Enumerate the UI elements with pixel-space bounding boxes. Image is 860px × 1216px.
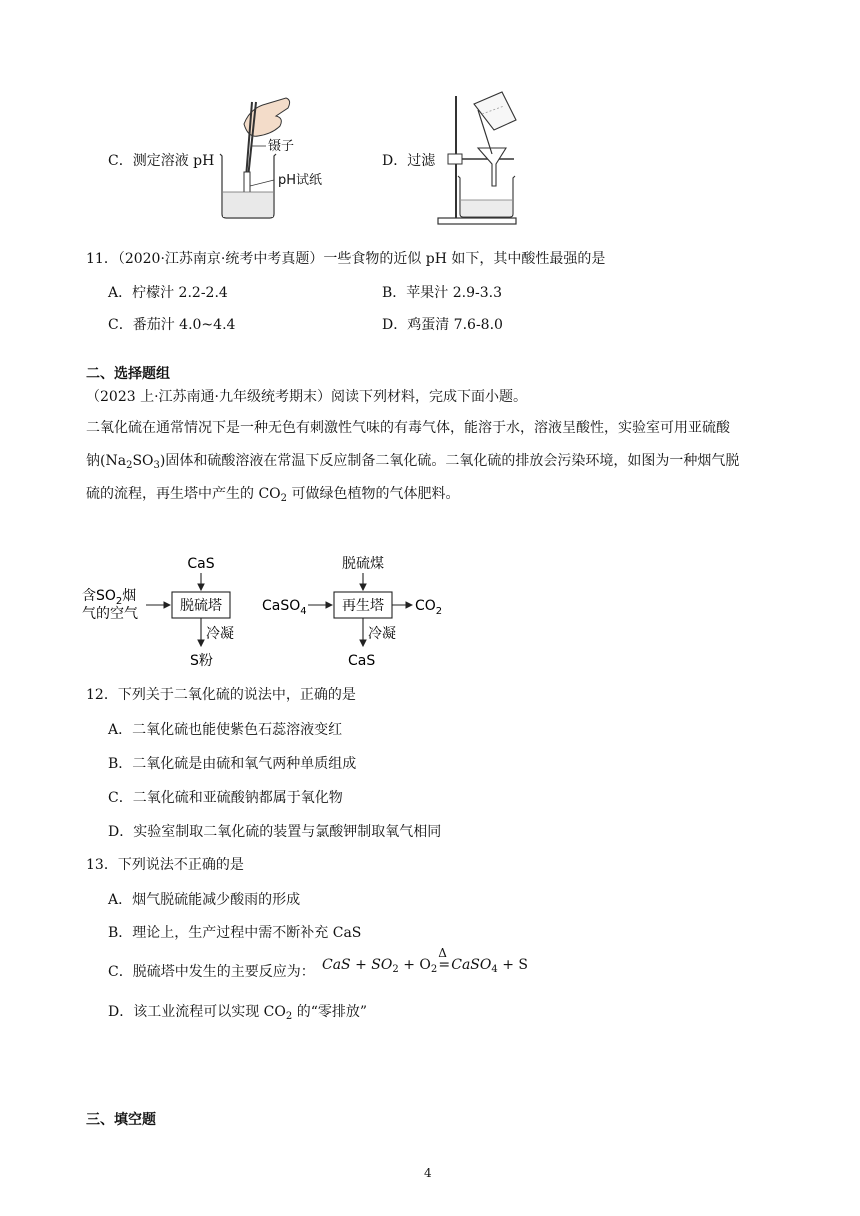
question-12-stem: 12．下列关于二氧化硫的说法中，正确的是 <box>86 687 356 703</box>
q11-option-a: A．柠檬汁 2.2-2.4 <box>108 285 228 301</box>
option-text: C．脱硫塔中发生的主要反应为： <box>108 964 315 980</box>
option-text: 测定溶液 pH <box>132 153 215 169</box>
ph-test-illustration <box>214 94 334 224</box>
question-11-stem <box>86 249 605 269</box>
text-fragment: 的“零排放” <box>292 1004 368 1020</box>
material-line-2 <box>86 451 739 471</box>
section-3-title: 三、填空题 <box>86 1112 156 1128</box>
question-number: 11． <box>86 251 118 267</box>
tweezers-label: 镊子 <box>268 139 295 154</box>
text-fragment: SO <box>132 453 154 469</box>
material-line-1: 二氧化硫在通常情况下是一种无色有刺激性气味的有毒气体，能溶于水，溶液呈酸性，实验室可用亚硫酸 <box>86 420 730 436</box>
desulfurization-tower-label: 脱硫塔 <box>180 598 222 614</box>
flow-input-line-1: 含$SO_2$烟 <box>82 588 137 607</box>
text-fragment: )固体和硫酸溶液在常温下反应制备二氧化硫。二氧化硫的排放会污染环境，如图为一种烟气脱 <box>159 453 740 469</box>
q11-option-c: C．番茄汁 4.0~4.4 <box>108 317 236 333</box>
subscript: 2 <box>126 460 133 471</box>
q13-option-a: A．烟气脱硫能减少酸雨的形成 <box>108 892 301 908</box>
q12-option-d: D．实验室制取二氧化硫的装置与氯酸钾制取氧气相同 <box>108 824 442 840</box>
flow-coal: 脱硫煤 <box>342 556 384 572</box>
delta-symbol: Δ <box>438 946 447 960</box>
text-fragment: 硫的流程，再生塔中产生的 CO <box>86 486 281 502</box>
equals-sign: = <box>438 957 451 973</box>
subscript: 2 <box>280 493 288 504</box>
material-line-3 <box>86 484 459 504</box>
formula-s: + S <box>497 957 528 973</box>
option-letter: D． <box>382 153 408 169</box>
subscript: 3 <box>153 460 160 471</box>
q10-option-c <box>108 151 214 171</box>
q12-option-a: A．二氧化硫也能使紫色石蕊溶液变红 <box>108 722 343 738</box>
page-number: 4 <box>424 1166 432 1180</box>
ph-paper-label: pH试纸 <box>278 173 323 188</box>
text-fragment: D．该工业流程可以实现 CO <box>108 1004 286 1020</box>
q13-option-d <box>108 1002 367 1022</box>
question-13-stem: 13．下列说法不正确的是 <box>86 857 244 873</box>
regeneration-tower-label: 再生塔 <box>342 598 384 614</box>
reaction-equation <box>322 946 528 975</box>
subscript: 4 <box>491 964 498 975</box>
flow-sulfur-powder: S粉 <box>190 653 213 669</box>
question-text: 一些食物的近似 pH 如下，其中酸性最强的是 <box>323 251 606 267</box>
plus-sign: + <box>350 957 372 973</box>
heating-equals <box>437 946 451 975</box>
q13-option-c <box>108 962 315 982</box>
q12-option-b: B．二氧化硫是由硫和氧气两种单质组成 <box>108 756 357 772</box>
q13-option-b: B．理论上，生产过程中需不断补充 CaS <box>108 925 362 941</box>
condense-label-2: 冷凝 <box>368 626 396 642</box>
q12-option-c: C．二氧化硫和亚硫酸钠都属于氧化物 <box>108 790 343 806</box>
flow-cas-bottom: CaS <box>348 653 376 669</box>
formula-cas: CaS <box>322 957 351 973</box>
text-fragment: 可做绿色植物的气体肥料。 <box>287 486 460 502</box>
text-fragment: 钠(Na <box>86 453 127 469</box>
condense-label-1: 冷凝 <box>206 626 234 642</box>
q11-option-d: D．鸡蛋清 7.6-8.0 <box>382 317 503 333</box>
option-text: 过滤 <box>407 153 436 169</box>
flow-input-line-2: 气的空气 <box>82 606 138 622</box>
formula-o2: + O <box>398 957 431 973</box>
formula-caso4: CaSO <box>451 957 492 973</box>
section-2-title: 二、选择题组 <box>86 366 170 382</box>
desulfurization-flow-diagram <box>78 548 458 674</box>
flow-co2: $CO_2$ <box>415 598 443 617</box>
question-source: （2020·江苏南京·统考中考真题） <box>117 251 324 267</box>
section-2-intro: （2023 上·江苏南通·九年级统考期末）阅读下列材料，完成下面小题。 <box>86 389 527 405</box>
subscript: 2 <box>430 964 438 975</box>
flow-caso4: CaSO$_4$ <box>262 598 307 617</box>
flow-cas-top: CaS <box>187 556 215 572</box>
option-letter: C． <box>108 153 133 169</box>
filtration-illustration <box>434 90 534 230</box>
subscript: 2 <box>285 1011 293 1022</box>
subscript: 2 <box>392 964 399 975</box>
q11-option-b: B．苹果汁 2.9-3.3 <box>382 285 502 301</box>
q10-option-d <box>382 151 435 171</box>
formula-so2: SO <box>371 957 393 973</box>
